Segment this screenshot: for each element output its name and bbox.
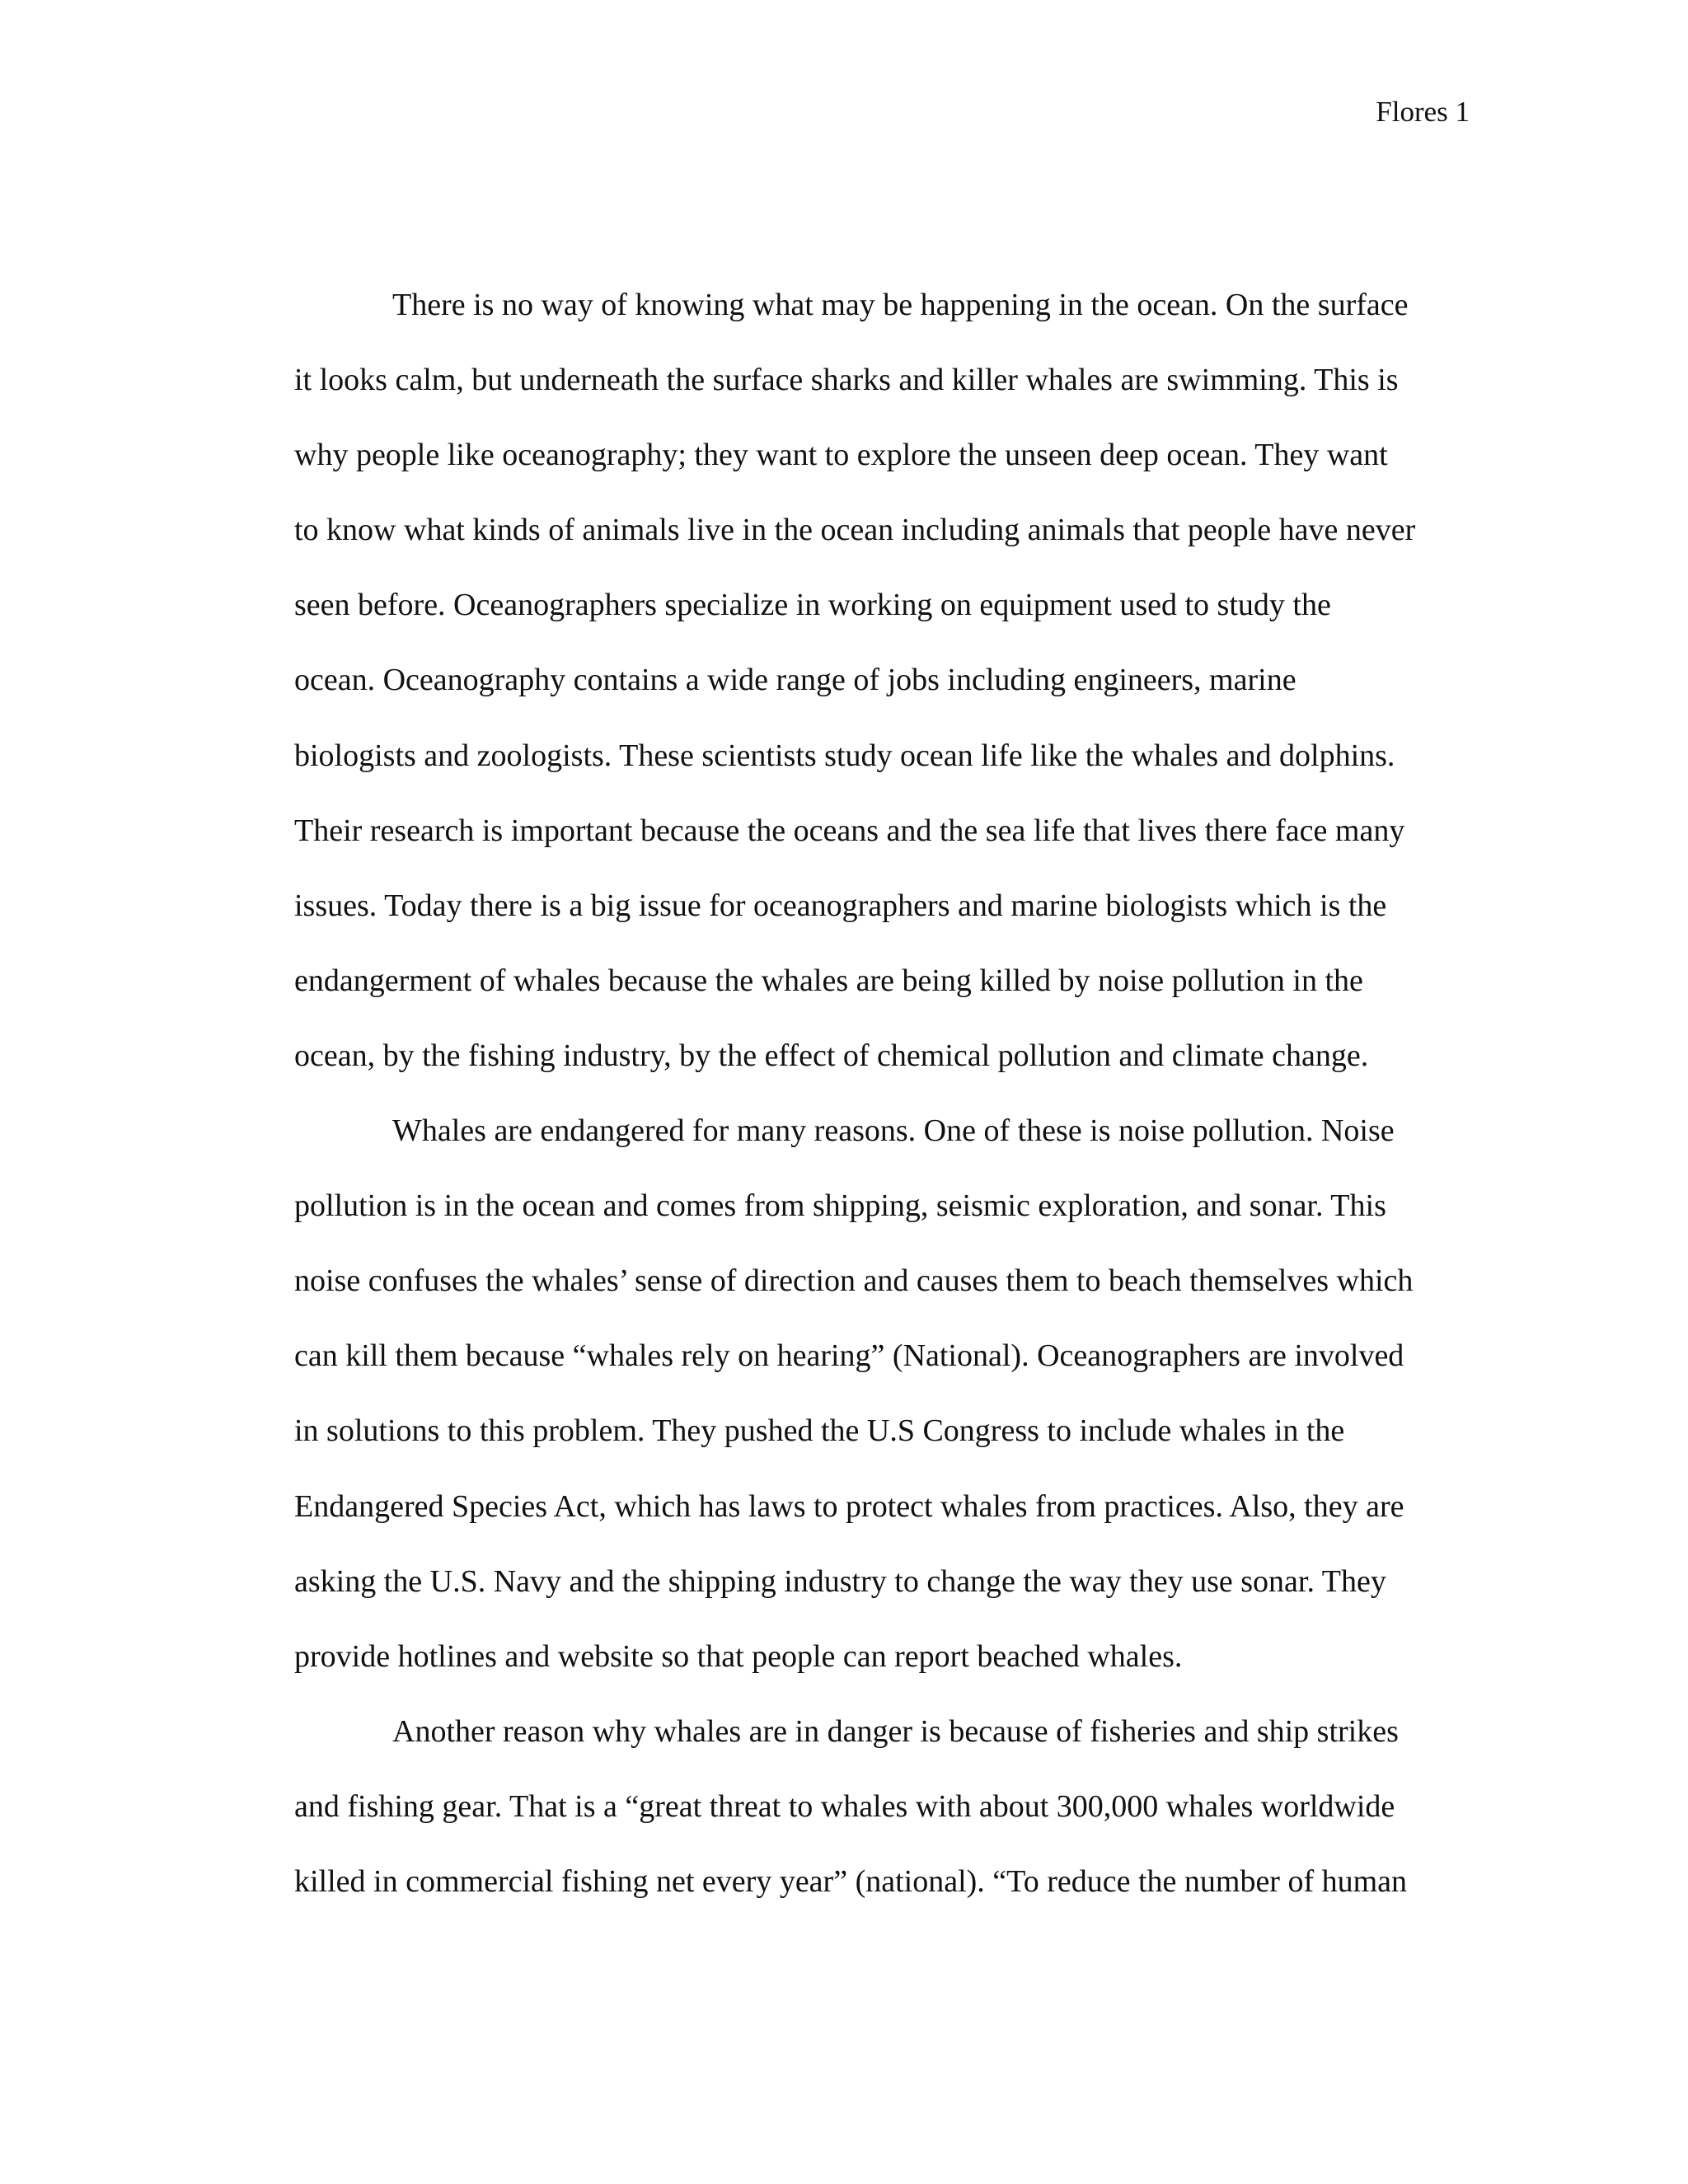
running-head: Flores 1 (1376, 96, 1470, 128)
text-line: killed in commercial fishing net every year” (national). “To reduce the number of human (294, 1863, 1408, 1899)
essay-body (294, 283, 1465, 1934)
text-line: provide hotlines and website so that people can report beached whales. (294, 1638, 1183, 1674)
paragraph-3-first-line: Another reason why whales are in danger is because of fisheries and ship strikes (392, 1713, 1399, 1749)
text-line: to know what kinds of animals live in the ocean including animals that people have never (294, 513, 1416, 548)
paragraph-1-first-line: There is no way of knowing what may be happening in the ocean. On the surface (392, 288, 1409, 322)
paragraph-2-first-line: Whales are endangered for many reasons. One of these is noise pollution. Noise (392, 1113, 1395, 1149)
text-line: seen before. Oceanographers specialize in working on equipment used to study the (294, 588, 1331, 623)
text-line: issues. Today there is a big issue for oceanographers and marine biologists which is the (294, 888, 1387, 923)
text-line: noise confuses the whales’ sense of direction and causes them to beach themselves which (294, 1263, 1414, 1299)
text-line: why people like oceanography; they want to explore the unseen deep ocean. They want (294, 438, 1388, 473)
text-line: Their research is important because the oceans and the sea life that lives there face many (294, 813, 1405, 848)
text-line: endangerment of whales because the whales are being killed by noise pollution in the (294, 963, 1363, 998)
text-line: biologists and zoologists. These scientists study ocean life like the whales and dolphins. (294, 738, 1395, 773)
text-line: pollution is in the ocean and comes from shipping, seismic exploration, and sonar. This (294, 1188, 1386, 1224)
text-line: ocean, by the fishing industry, by the effect of chemical pollution and climate change. (294, 1038, 1369, 1073)
text-line: and fishing gear. That is a “great threat to whales with about 300,000 whales worldwide (294, 1788, 1395, 1824)
text-line: it looks calm, but underneath the surface sharks and killer whales are swimming. This is (294, 363, 1399, 398)
text-line: asking the U.S. Navy and the shipping industry to change the way they use sonar. They (294, 1563, 1386, 1599)
text-line: in solutions to this problem. They pushed the U.S Congress to include whales in the (294, 1413, 1345, 1449)
text-line: ocean. Oceanography contains a wide range of jobs including engineers, marine (294, 663, 1296, 698)
text-line: Endangered Species Act, which has laws to protect whales from practices. Also, they are (294, 1488, 1404, 1524)
text-line: can kill them because “whales rely on hearing” (National). Oceanographers are involved (294, 1338, 1404, 1374)
